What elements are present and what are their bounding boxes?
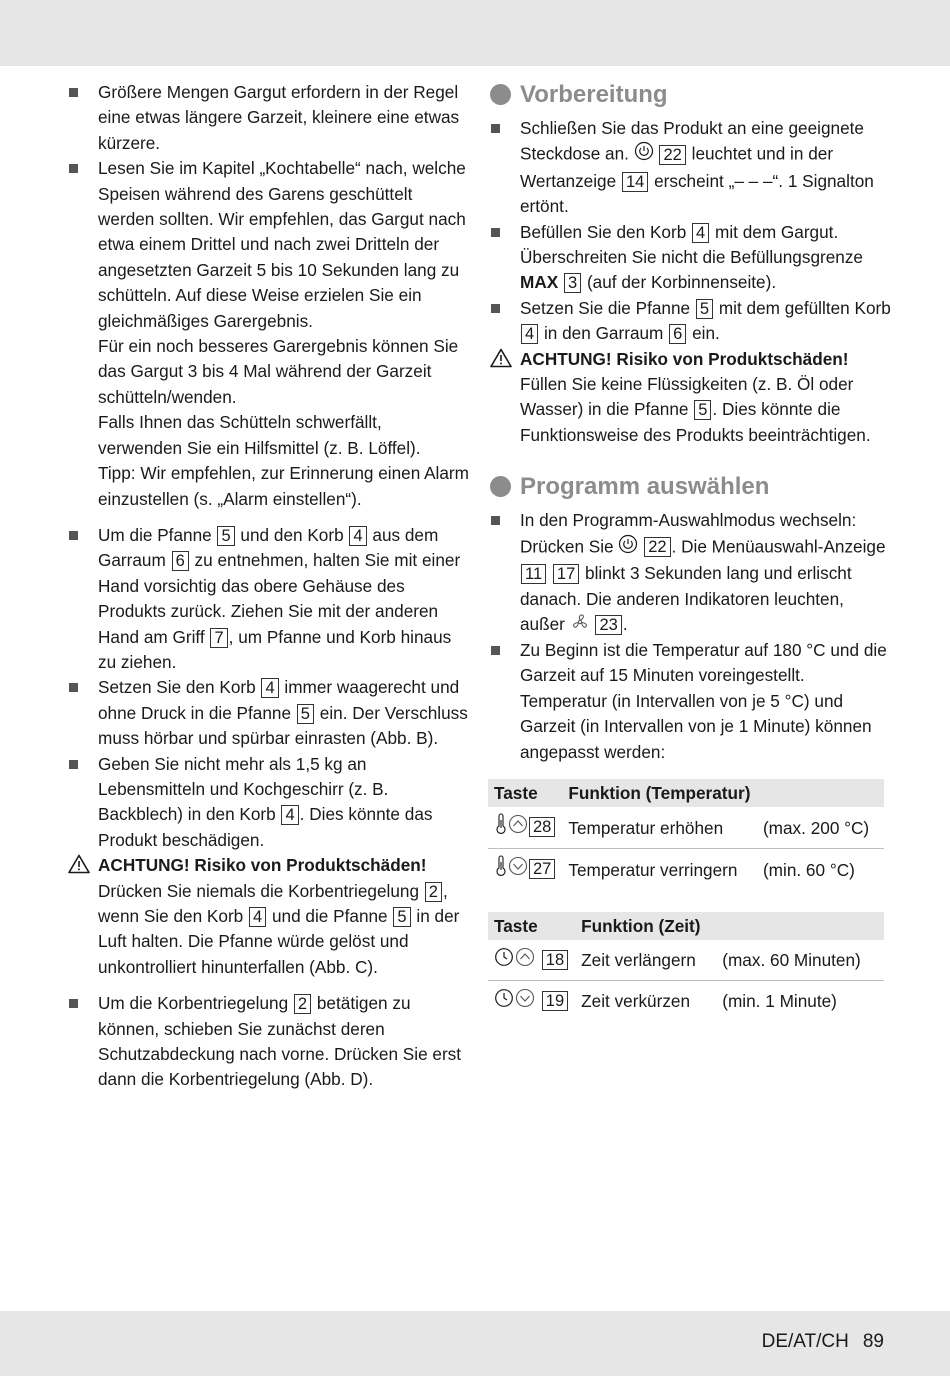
bullet-icon: [69, 760, 78, 769]
right-column: [490, 80, 892, 1021]
bullet-text: Falls Ihnen das Schütteln schwerfällt, verwenden Sie ein Hilfsmittel (z. B. Löffel).: [98, 412, 421, 458]
table-row: [488, 807, 884, 849]
column-header: Funktion (Zeit): [575, 912, 884, 940]
warning-block: ACHTUNG! Risiko von Produktschäden! Drücken Sie niemals die Korbentriegelung 2 , wenn Sie den Korb 4 und die Pfanne 5 in der Luft halten. Die Pfanne würde gelöst und unkontrolliert hinunterfallen (Abb. C).: [68, 853, 470, 980]
list-item: Geben Sie nicht mehr als 1,5 kg an Lebensmitteln und Kochgeschirr (z. B. Backblech) in den Korb 4 . Dies könnte das Produkt beschädigen.: [68, 752, 470, 854]
ref-number: 4: [281, 805, 298, 825]
list-item: [68, 80, 470, 156]
list-item: Setzen Sie die Pfanne 5 mit dem gefüllten Korb 4 in den Garraum 6 ein.: [490, 296, 892, 347]
ref-number: 4: [521, 324, 538, 344]
bullet-icon: [491, 304, 500, 313]
list-item: [68, 156, 470, 512]
power-icon: [618, 534, 638, 561]
arrow-down-icon: [514, 988, 536, 1015]
ref-number: 5: [696, 299, 713, 319]
arrow-up-icon: [514, 947, 536, 974]
list-item: In den Programm-Auswahlmodus wechseln: Drücken Sie 22 . Die Menüauswahl-Anzeige 11 17 blinkt 3 Sekunden lang und erlischt danach. Die anderen Indikatoren leuchten, außer 23 .: [490, 508, 892, 638]
function-label: Temperatur erhöhen: [562, 807, 757, 849]
clock-icon: [494, 947, 514, 974]
heading-dot-icon: [490, 476, 511, 497]
ref-number: 18: [542, 950, 568, 970]
page-number: 89: [862, 1331, 884, 1352]
table-row: [488, 849, 884, 891]
time-table: [488, 912, 884, 1021]
ref-number: 19: [542, 991, 568, 1011]
ref-number: 4: [261, 678, 278, 698]
function-range: (max. 200 °C): [757, 807, 884, 849]
ref-number: 17: [553, 564, 579, 584]
section-heading: Programm auswählen: [490, 472, 892, 502]
function-label: Zeit verlängern: [575, 940, 716, 980]
heading-dot-icon: [490, 84, 511, 105]
ref-number: 6: [172, 551, 189, 571]
ref-number: 22: [644, 537, 670, 557]
section-heading: Vorbereitung: [490, 80, 892, 110]
ref-number: 4: [692, 223, 709, 243]
warning-block: ACHTUNG! Risiko von Produktschäden! Füllen Sie keine Flüssigkeiten (z. B. Öl oder Wasser) in die Pfanne 5 . Dies könnte die Funktionsweise des Produkts beeinträchtigen.: [490, 347, 892, 449]
ref-number: 27: [529, 859, 555, 879]
ref-number: 5: [297, 704, 314, 724]
list-item: Um die Korbentriegelung 2 betätigen zu können, schieben Sie zunächst deren Schutzabdeckung nach vorne. Drücken Sie erst dann die Korbentriegelung (Abb. D).: [68, 991, 470, 1093]
ref-number: 5: [217, 526, 234, 546]
temperature-table: [488, 779, 884, 890]
list-item: Um die Pfanne 5 und den Korb 4 aus dem Garraum 6 zu entnehmen, halten Sie mit einer Hand vorsichtig das obere Gehäuse des Produkts zurück. Ziehen Sie mit der anderen Hand am Griff 7 , um Pfanne und Korb hinaus zu ziehen.: [68, 523, 470, 675]
power-icon: [634, 141, 654, 168]
ref-number: 2: [294, 994, 311, 1014]
bullet-text: Tipp: Wir empfehlen, zur Erinnerung einen Alarm einzustellen (s. „Alarm einstellen“).: [98, 463, 469, 509]
list-item: Befüllen Sie den Korb 4 mit dem Gargut. Überschreiten Sie nicht die Befüllungsgrenze MAX 3 (auf der Korbinnenseite).: [490, 220, 892, 296]
header-band: [0, 0, 950, 66]
ref-number: 4: [349, 526, 366, 546]
warning-icon: [68, 854, 90, 881]
bullet-text: Größere Mengen Gargut erfordern in der Regel eine etwas längere Garzeit, kleinere eine etwas kürzere.: [98, 82, 460, 153]
ref-number: 5: [694, 400, 711, 420]
left-column: [68, 80, 470, 1093]
fan-icon: [570, 613, 590, 638]
ref-number: 23: [595, 615, 621, 635]
ref-number: 5: [393, 907, 410, 927]
page-footer: [762, 1331, 884, 1353]
ref-number: 11: [521, 564, 546, 584]
arrow-down-icon: [508, 856, 528, 883]
function-range: (min. 1 Minute): [722, 991, 837, 1012]
column-header: Funktion (Temperatur): [562, 779, 884, 807]
bullet-icon: [69, 683, 78, 692]
warning-title: ACHTUNG! Risiko von Produktschäden!: [520, 348, 849, 369]
list-item: Setzen Sie den Korb 4 immer waagerecht und ohne Druck in die Pfanne 5 ein. Der Verschluss muss hörbar und spürbar einrasten (Abb. B).: [68, 675, 470, 751]
table-row: [488, 981, 884, 1021]
ref-number: 6: [669, 324, 686, 344]
function-range: (min. 60 °C): [762, 859, 855, 880]
ref-number: 14: [622, 172, 648, 192]
ref-number: 28: [529, 817, 555, 837]
bullet-icon: [69, 531, 78, 540]
region-label: DE/AT/CH: [761, 1331, 849, 1352]
column-header: Taste: [488, 779, 562, 807]
warning-title: ACHTUNG! Risiko von Produktschäden!: [98, 855, 427, 876]
bullet-text: Für ein noch besseres Garergebnis können Sie das Gargut 3 bis 4 Mal während der Garzeit schütteln/wenden.: [98, 336, 459, 407]
ref-number: 3: [564, 273, 581, 293]
ref-number: 4: [249, 907, 266, 927]
warning-icon: [490, 348, 512, 375]
ref-number: 2: [425, 882, 442, 902]
function-label: Zeit verkürzen: [581, 991, 691, 1012]
function-label: Temperatur verringern: [568, 859, 738, 880]
list-item: Zu Beginn ist die Temperatur auf 180 °C und die Garzeit auf 15 Minuten voreingestellt. Temperatur (in Intervallen von je 5 °C) und Garzeit (in Intervallen von je 1 Minute) können angepasst werden:: [490, 638, 892, 765]
arrow-up-icon: [508, 814, 528, 841]
table-row: [488, 940, 884, 980]
bullet-icon: [491, 124, 500, 133]
bullet-icon: [491, 516, 500, 525]
bullet-text: Lesen Sie im Kapitel „Kochtabelle“ nach, welche Speisen während des Garens geschüttelt werden sollten. Wir empfehlen, das Gargut nach etwa einem Drittel und nach zwei Dritteln der angesetzten Garzeit 5 bis 10 Sekunden lang zu schütteln. Auf diese Weise erzielen Sie ein gleichmäßiges Garergebnis.: [98, 158, 466, 331]
bullet-icon: [69, 999, 78, 1008]
ref-number: 7: [210, 628, 227, 648]
bullet-icon: [69, 88, 78, 97]
column-header: Taste: [488, 912, 575, 940]
thermometer-icon: [494, 813, 508, 842]
ref-number: 22: [659, 145, 685, 165]
thermometer-icon: [494, 855, 508, 884]
function-range: (max. 60 Minuten): [716, 940, 884, 980]
bullet-icon: [69, 164, 78, 173]
bullet-icon: [491, 228, 500, 237]
list-item: Schließen Sie das Produkt an eine geeignete Steckdose an. 22 leuchtet und in der Wertanzeige 14 erscheint „– – –“. 1 Signalton ertönt.: [490, 116, 892, 220]
bullet-icon: [491, 646, 500, 655]
clock-icon: [494, 988, 514, 1015]
